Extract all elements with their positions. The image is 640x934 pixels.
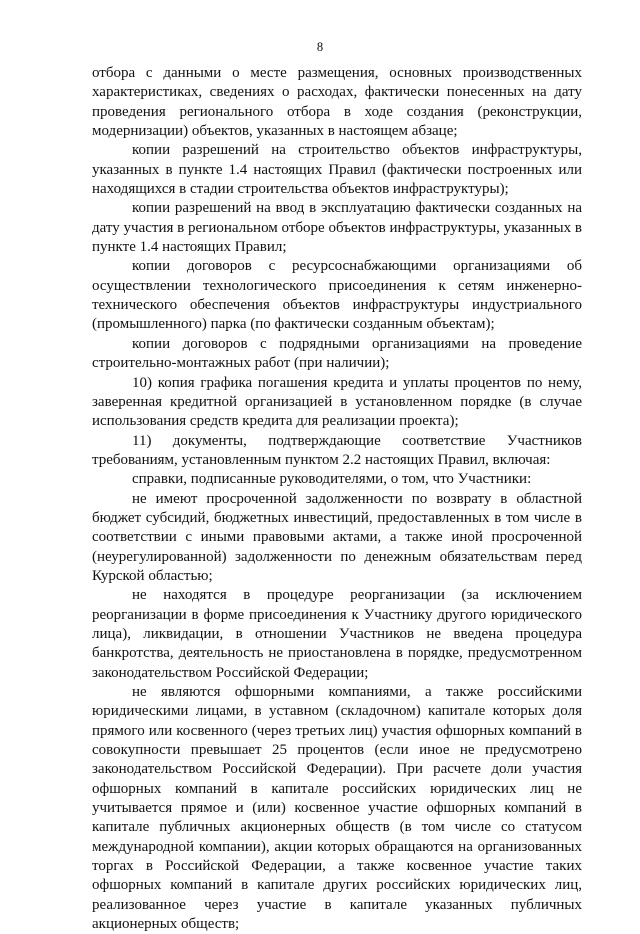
page-number: 8 (316, 40, 324, 54)
paragraph-no-overdue-debt: не имеют просроченной задолженности по возврату в областной бюджет субсидий, бюджетных инвестиций, предоставленных в том числе в соответствии с иными правовыми актами, а также иной просроченной (неурегулированной) задолженности по денежным обязательствам перед Курской областью; (92, 490, 582, 584)
paragraph-resource-contracts: копии договоров с ресурсоснабжающими организациями об осуществлении технологического присоединения к сетям инженерно-технического обеспечения объектов инфраструктуры индустриального (промышленного) парка (по фактически созданным объектам); (92, 258, 582, 333)
paragraph-no-reorganization: не находятся в процедуре реорганизации (за исключением реорганизации в форме присоединения к Участнику другого юридического лица), ликвидации, в отношении Участников не введена процедура банкротства, деятельность не приостановлена в порядке, предусмотренном законодательством Российской Федерации; (92, 587, 582, 681)
paragraph-not-offshore: не являются офшорными компаниями, а также российскими юридическими лицами, в уставном (складочном) капитале которых доля прямого или косвенного (через третьих лиц) участия офшорных компаний в совокупности превышает 25 процентов (если иное не предусмотрено законодательством Российской Федерации). При расчете доли участия офшорных компаний в капитале российских юридических лиц не учитывается прямое и (или) косвенное участие офшорных компаний в капитале публичных акционерных обществ (в том числе со статусом международной компании), акции которых обращаются на организованных торгах в Российской Федерации, а также косвенное участие таких офшорных компаний в капитале других российских юридических лиц, реализованное через участие в капитале указанных публичных акционерных обществ; (92, 684, 582, 933)
paragraph-commissioning-permits: копии разрешений на ввод в эксплуатацию фактически созданных на дату участия в региональном отборе объектов инфраструктуры, указанных в пункте 1.4 настоящих Правил; (92, 200, 582, 256)
paragraph-item-10: 10) копия графика погашения кредита и уплаты процентов по нему, заверенная кредитной организацией в установленном порядке (в случае использования средств кредита для реализации проекта); (92, 374, 582, 430)
paragraph-construction-permits: копии разрешений на строительство объектов инфраструктуры, указанных в пункте 1.4 настоящих Правил (фактически построенных или находящихся в стадии строительства объектов инфраструктуры); (92, 142, 582, 198)
paragraph-continuation: отбора с данными о месте размещения, основных производственных характеристиках, сведениях о расходах, фактически понесенных на дату проведения регионального отбора в ходе создания (реконструкции, модернизации) объектов, указанных в настоящем абзаце; (92, 65, 582, 140)
paragraph-certificates: справки, подписанные руководителями, о том, что Участники: (132, 471, 532, 488)
paragraph-item-11: 11) документы, подтверждающие соответствие Участников требованиям, установленным пунктом 2.2 настоящих Правил, включая: (92, 432, 582, 468)
document-body (92, 64, 582, 934)
paragraph-contractor-contracts: копии договоров с подрядными организациями на проведение строительно-монтажных работ (при наличии); (92, 335, 582, 372)
